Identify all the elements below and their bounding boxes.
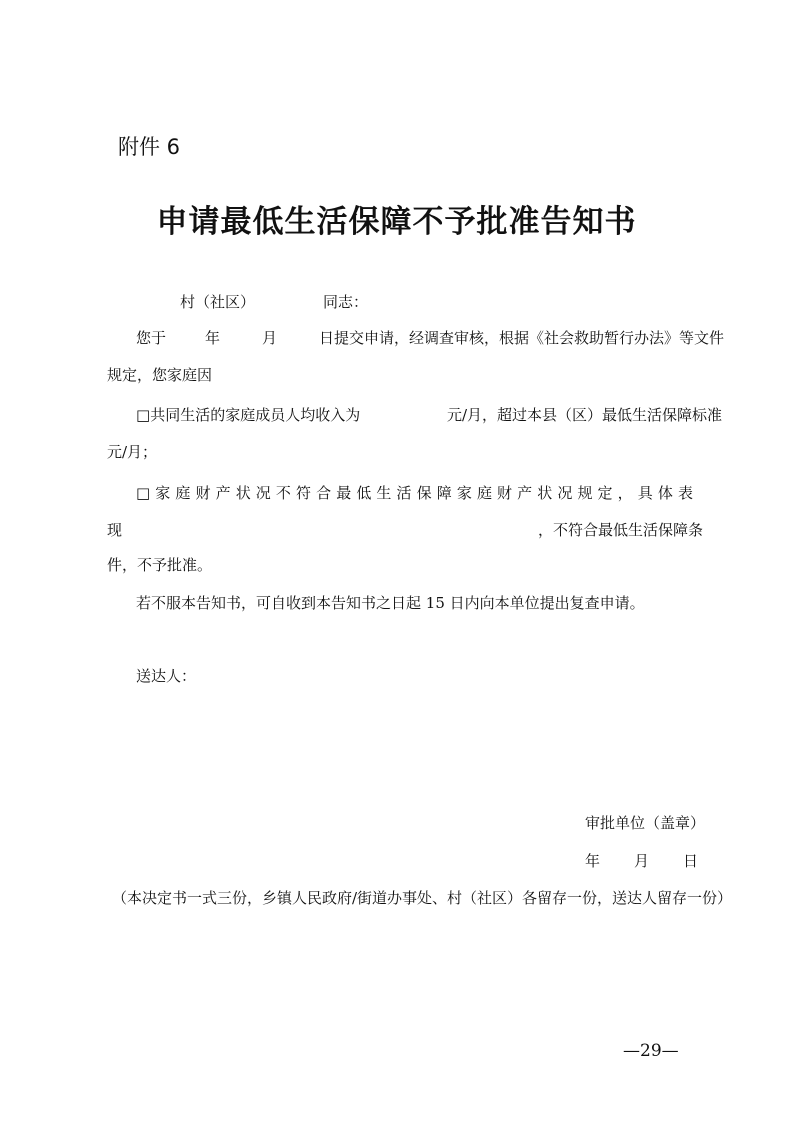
option2-cont-start: 现 (107, 521, 123, 539)
option2-checkbox: □ (136, 484, 156, 502)
option1-text2: 元/月，超过本县（区）最低生活保障标准 (447, 406, 723, 424)
option2-final: 件，不予批准。 (107, 556, 213, 574)
salutation-comrade: 同志： (323, 293, 369, 311)
date-year: 年 (585, 852, 601, 870)
option1-text: 共同生活的家庭成员人均收入为 (150, 406, 361, 424)
appeal-text: 若不服本告知书，可自收到本告知书之日起 15 日内向本单位提出复查申请。 (136, 594, 645, 612)
option1-checkbox: □ (136, 406, 151, 424)
option2-text: 家庭财产状况不符合最低生活保障家庭财产状况规定，具体表 (155, 484, 693, 502)
para1-rest: 日提交申请，经调查审核，根据《社会救助暂行办法》等文件 (319, 329, 725, 347)
page-number: —29— (623, 1041, 679, 1061)
salutation-village: 村（社区） (180, 293, 256, 311)
date-day: 日 (683, 852, 699, 870)
document-title: 申请最低生活保障不予批准告知书 (156, 204, 637, 240)
approval-unit: 审批单位（盖章） (585, 814, 706, 832)
option1-line (136, 404, 360, 425)
option2-cont-end: ，不符合最低生活保障条 (538, 521, 704, 539)
date-month: 月 (634, 852, 650, 870)
copies-note: （本决定书一式三份，乡镇人民政府/街道办事处、村（社区）各留存一份，送达人留存一份） (112, 889, 733, 907)
option2-line (136, 482, 693, 503)
option1-cont: 元/月； (107, 443, 158, 461)
deliverer-label: 送达人： (136, 667, 197, 685)
para1-year: 年 (205, 329, 221, 347)
para1-cont: 规定，您家庭因 (107, 366, 213, 384)
attachment-label: 附件 6 (118, 135, 181, 159)
para1-you: 您于 (136, 329, 167, 347)
para1-month: 月 (262, 329, 278, 347)
